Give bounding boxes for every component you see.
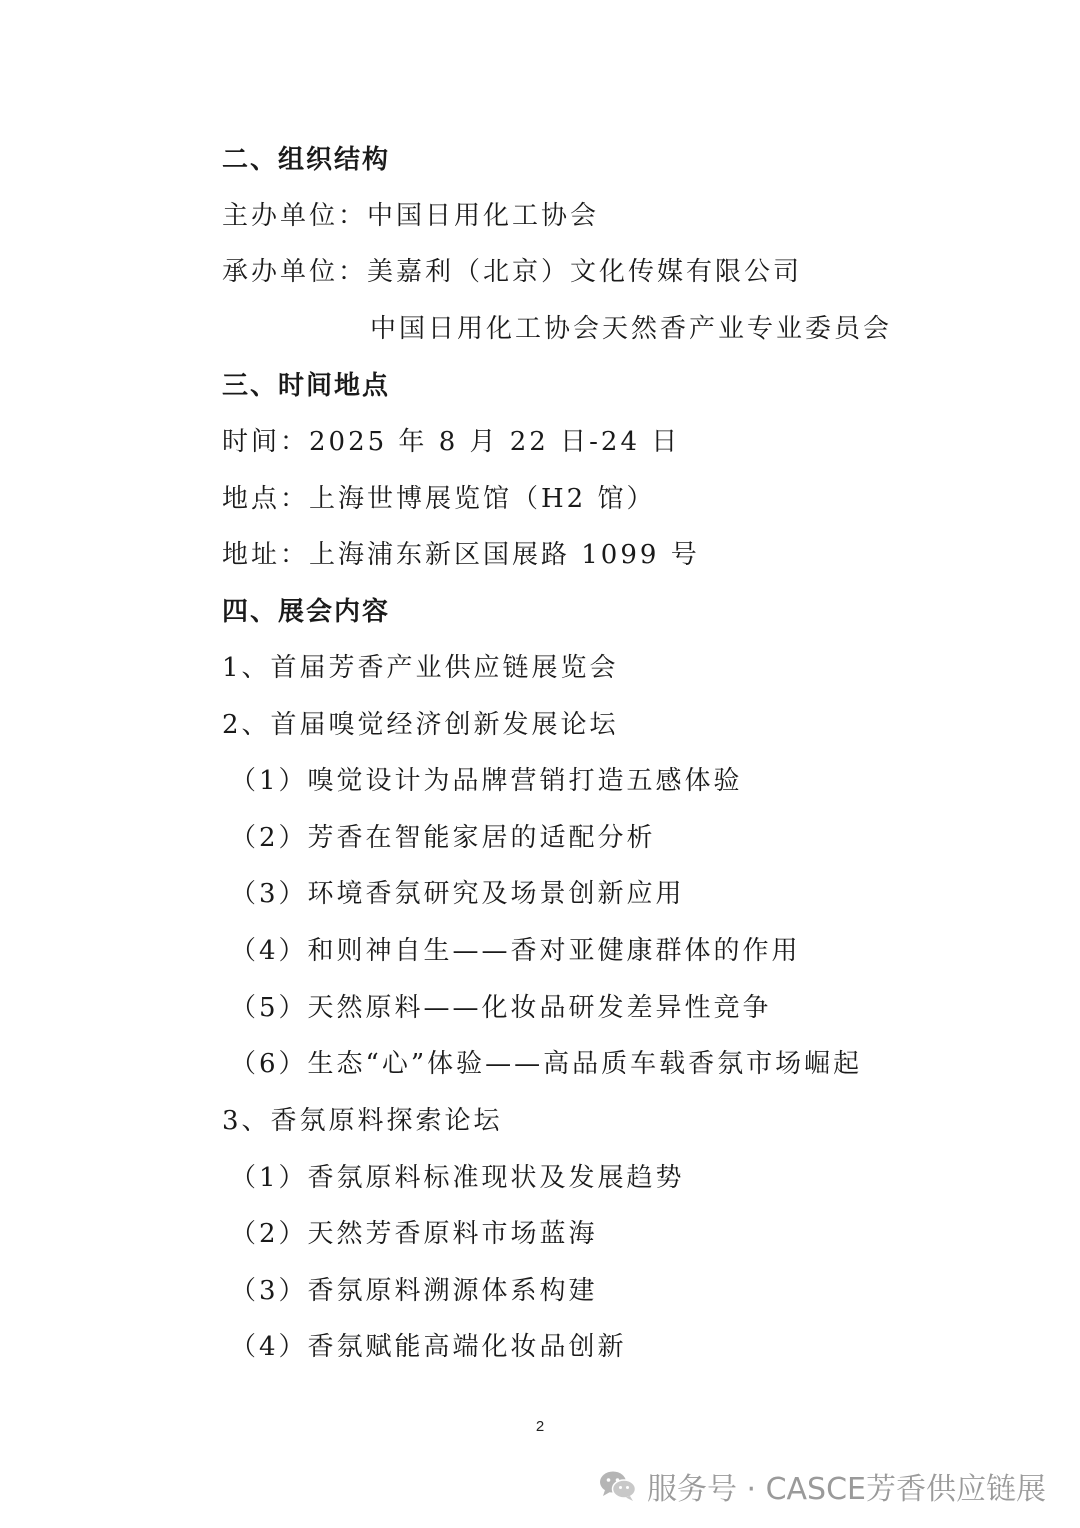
organizer-line: 承办单位：美嘉利（北京）文化传媒有限公司 [222,257,803,287]
list-item: （2）芳香在智能家居的适配分析 [230,823,656,853]
list-item: （1）香氛原料标准现状及发展趋势 [230,1163,685,1193]
venue-line: 地点：上海世博展览馆（H2 馆） [222,484,656,514]
page-number: 2 [535,1418,545,1435]
content-item-2: 2、首届嗅觉经济创新发展论坛 [222,710,619,740]
list-item: （4）香氛赋能高端化妆品创新 [230,1332,627,1362]
list-item: （3）香氛原料溯源体系构建 [230,1276,598,1306]
list-item: （3）环境香氛研究及场景创新应用 [230,879,685,909]
content-item-3: 3、香氛原料探索论坛 [222,1106,503,1136]
list-item: （5）天然原料——化妆品研发差异性竞争 [230,993,772,1023]
list-item: （1）嗅觉设计为品牌营销打造五感体验 [230,766,743,796]
organizer-line-2: 中国日用化工协会天然香产业专业委员会 [370,314,893,344]
watermark-text: 服务号 · CASCE芳香供应链展 [646,1472,1046,1507]
list-item: （4）和则神自生——香对亚健康群体的作用 [230,936,801,966]
list-item: （6）生态“心”体验——高品质车载香氛市场崛起 [230,1049,863,1079]
section-heading-time-place: 三、时间地点 [222,371,391,401]
address-line: 地址：上海浦东新区国展路 1099 号 [222,540,700,570]
wechat-icon [599,1470,637,1502]
content-item-1: 1、首届芳香产业供应链展览会 [222,653,619,683]
list-item: （2）天然芳香原料市场蓝海 [230,1219,598,1249]
host-line: 主办单位：中国日用化工协会 [222,201,600,231]
section-heading-org: 二、组织结构 [222,145,391,175]
watermark [599,1466,1046,1506]
section-heading-content: 四、展会内容 [222,597,391,627]
time-line: 时间：2025 年 8 月 22 日-24 日 [222,427,681,457]
